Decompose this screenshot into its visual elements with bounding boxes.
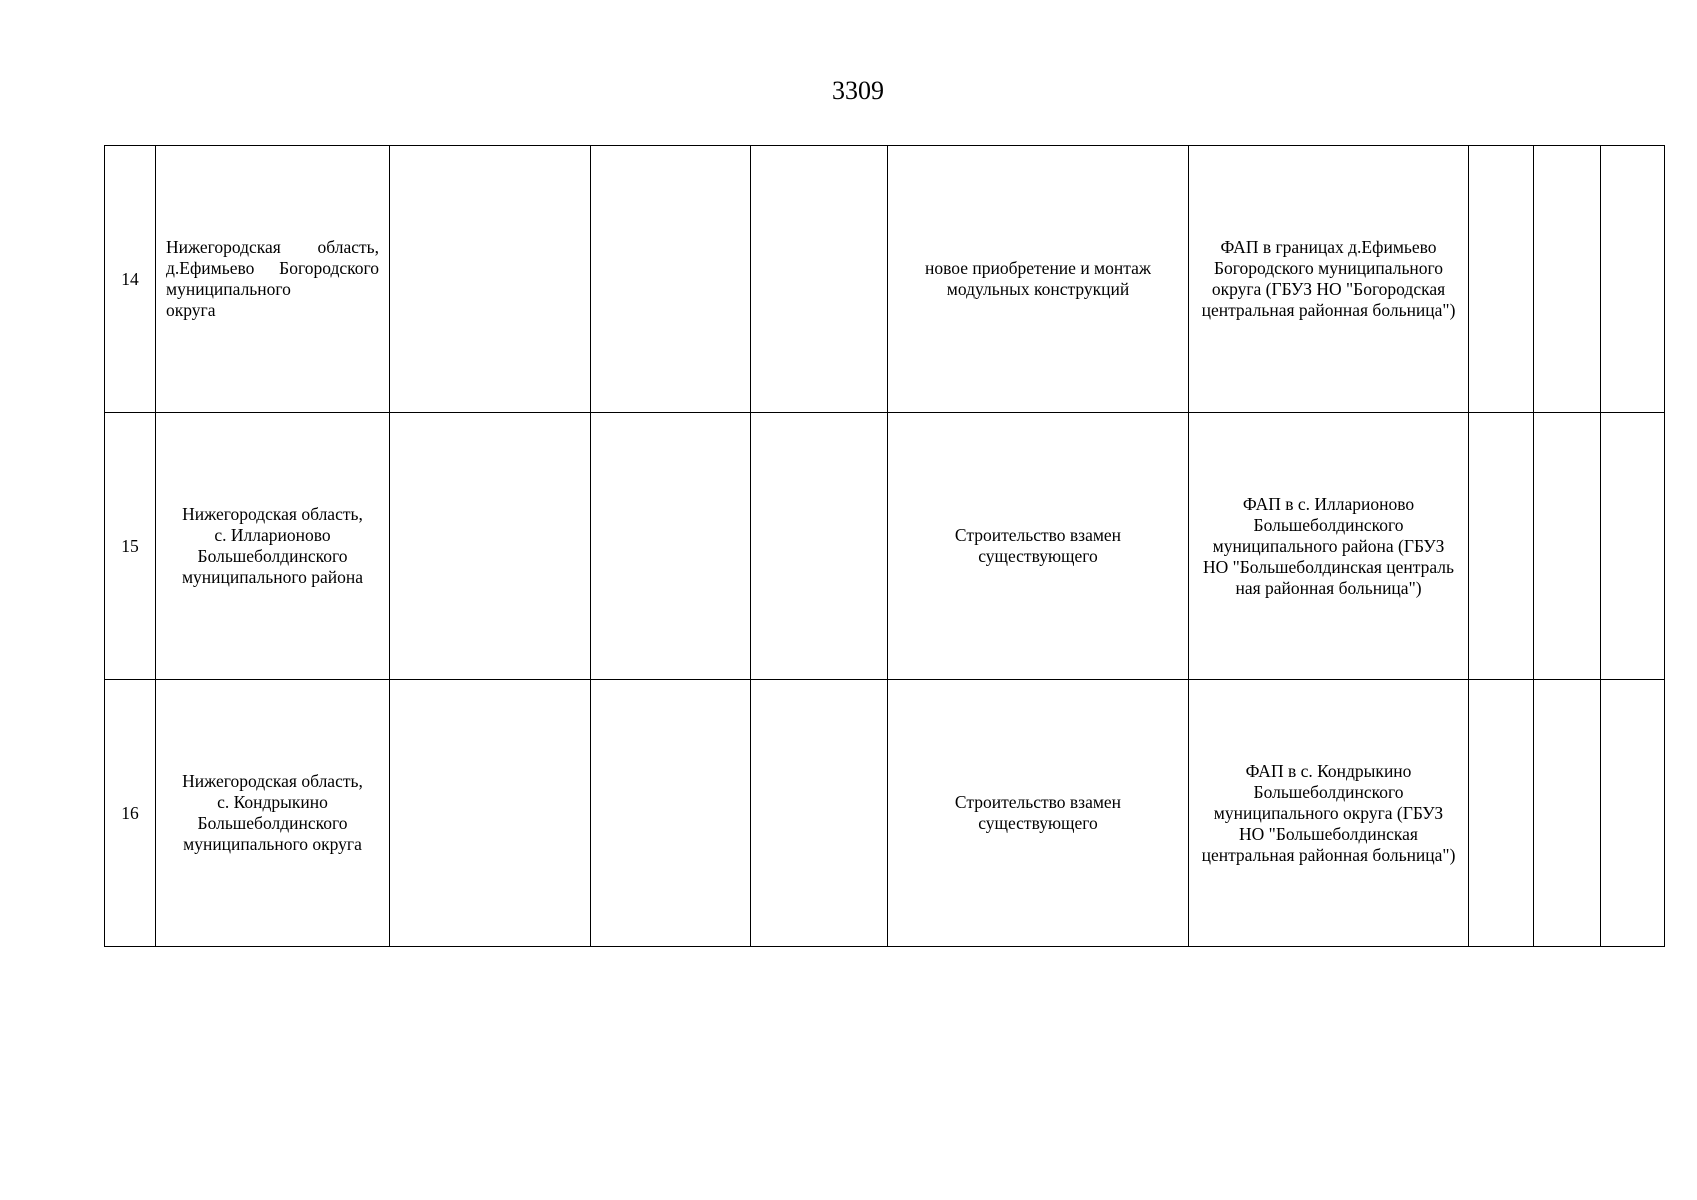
page-number: 3309 xyxy=(832,76,884,105)
address-text: Нижегородская область, д.Ефимьево Богородского муниципального округа xyxy=(166,237,379,320)
address-cell xyxy=(156,680,390,947)
empty-cell xyxy=(1601,413,1665,680)
action-text: Строительство взамен существующего xyxy=(954,525,1122,566)
empty-cell xyxy=(751,413,888,680)
empty-cell xyxy=(751,680,888,947)
action-text: Строительство взамен существующего xyxy=(954,792,1122,833)
data-table xyxy=(104,145,1665,947)
empty-cell xyxy=(1601,680,1665,947)
address-cell xyxy=(156,146,390,413)
table-row xyxy=(105,413,1665,680)
empty-cell xyxy=(1469,413,1534,680)
object-cell xyxy=(1189,146,1469,413)
empty-cell xyxy=(390,680,591,947)
empty-cell xyxy=(1534,680,1601,947)
object-text: ФАП в с. Илларионово Большеболдинского муниципального района (ГБУЗ НО "Большеболдинская централь ная районная больница") xyxy=(1202,493,1455,598)
empty-cell xyxy=(390,413,591,680)
empty-cell xyxy=(591,680,751,947)
row-number: 15 xyxy=(105,413,156,680)
table-row xyxy=(105,146,1665,413)
object-cell xyxy=(1189,413,1469,680)
empty-cell xyxy=(591,146,751,413)
empty-cell xyxy=(591,413,751,680)
address-text: Нижегородская область, с. Кондрыкино Большеболдинского муниципального округа xyxy=(182,771,363,854)
address-cell xyxy=(156,413,390,680)
empty-cell xyxy=(1601,146,1665,413)
empty-cell xyxy=(1469,680,1534,947)
empty-cell xyxy=(1469,146,1534,413)
empty-cell xyxy=(751,146,888,413)
address-text: Нижегородская область, с. Илларионово Большеболдинского муниципального района xyxy=(181,504,364,587)
action-text: новое приобретение и монтаж модульных конструкций xyxy=(925,258,1151,299)
action-cell xyxy=(888,413,1189,680)
empty-cell xyxy=(1534,413,1601,680)
row-number: 14 xyxy=(105,146,156,413)
row-number: 16 xyxy=(105,680,156,947)
table-row xyxy=(105,680,1665,947)
action-cell xyxy=(888,146,1189,413)
object-text: ФАП в с. Кондрыкино Большеболдинского муниципального округа (ГБУЗ НО "Большеболдинская центральная районная больница") xyxy=(1201,760,1456,865)
empty-cell xyxy=(390,146,591,413)
empty-cell xyxy=(1534,146,1601,413)
object-cell xyxy=(1189,680,1469,947)
action-cell xyxy=(888,680,1189,947)
object-text: ФАП в границах д.Ефимьево Богородского муниципального округа (ГБУЗ НО "Богородская центральная районная больница") xyxy=(1201,237,1456,320)
